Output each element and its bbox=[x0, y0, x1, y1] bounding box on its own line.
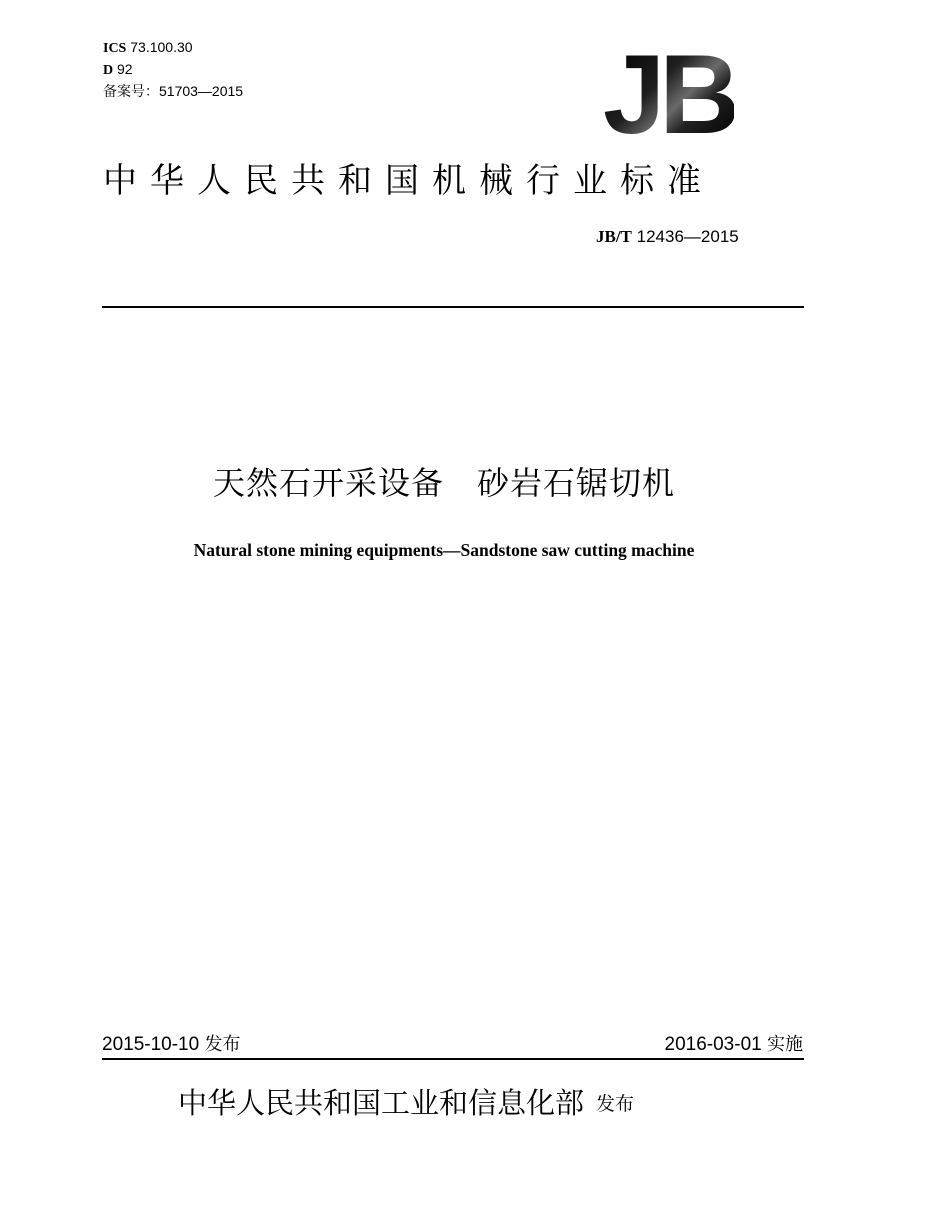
footer-divider bbox=[102, 1058, 804, 1060]
implement-date bbox=[665, 1032, 803, 1058]
implement-date-value: 2016-03-01 bbox=[664, 1034, 762, 1055]
publisher-action: 发布 bbox=[596, 1093, 635, 1115]
ccs-label: D bbox=[103, 63, 114, 78]
ics-code bbox=[103, 36, 193, 60]
standard-number-value: 12436—2015 bbox=[636, 227, 739, 246]
standard-number-prefix: JB/T bbox=[596, 227, 632, 246]
publisher bbox=[178, 1083, 634, 1124]
header-divider bbox=[102, 306, 804, 308]
publisher-name: 中华人民共和国工业和信息化部 bbox=[178, 1086, 585, 1120]
ics-value: 73.100.30 bbox=[130, 39, 193, 55]
ics-label: ICS bbox=[103, 41, 127, 56]
implement-date-label: 实施 bbox=[767, 1034, 803, 1055]
standard-category-title: 中华人民共和国机械行业标准 bbox=[103, 161, 714, 201]
ccs-value: 92 bbox=[117, 61, 133, 77]
ccs-code bbox=[103, 58, 133, 82]
record-value: 51703—2015 bbox=[159, 83, 244, 99]
english-title: Natural stone mining equipments—Sandstone saw cutting machine bbox=[193, 540, 695, 560]
record-number bbox=[103, 80, 243, 102]
chinese-title: 天然石开采设备 砂岩石锯切机 bbox=[212, 464, 675, 502]
standard-number bbox=[596, 226, 739, 248]
issue-date bbox=[102, 1032, 240, 1058]
record-label: 备案号： bbox=[103, 83, 159, 99]
issue-date-label: 发布 bbox=[204, 1034, 241, 1055]
jb-logo: JB bbox=[603, 32, 735, 157]
issue-date-value: 2015-10-10 bbox=[102, 1034, 200, 1055]
